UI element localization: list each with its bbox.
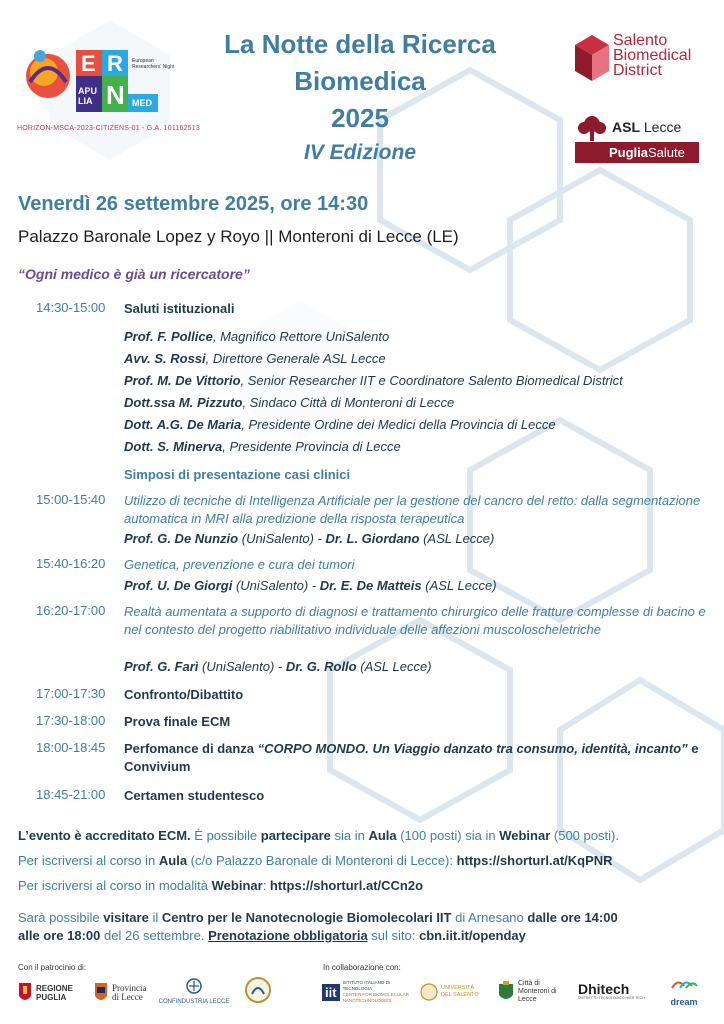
ern-emblem-icon — [22, 42, 182, 122]
seal-icon — [244, 976, 272, 1004]
speakers-2: Prof. G. De Nunzio (UniSalento) - Dr. L. Giordano (ASL Lecce) — [124, 531, 495, 546]
ern-letter-n: N — [106, 80, 125, 110]
sbd-line-2: Biomedical — [613, 47, 692, 64]
dream-logo: dream — [664, 976, 704, 1007]
ern-med: MED — [132, 98, 152, 108]
confindustria-lecce-logo: CONFINDUSTRIA LECCE — [158, 978, 230, 1008]
provincia-shield-icon — [94, 982, 108, 1004]
time-slot-1: 14:30-15:00 — [36, 300, 106, 315]
speakers-4: Prof. G. Farì (UniSalento) - Dr. G. Rollo (ASL Lecce) — [124, 659, 432, 674]
speaker-4: Dott.ssa M. Pizzuto, Sindaco Città di Monteroni di Lecce — [124, 395, 455, 410]
event-date: Venerdì 26 settembre 2025, ore 14:30 — [18, 193, 369, 215]
time-slot-4: 16:20-17:00 — [36, 603, 106, 618]
info-ecm: L’evento è accreditato ECM. È possibile partecipare sia in Aula (100 posti) sia in Webinar (500 posti). — [18, 828, 619, 843]
ern-apulia-med-logo — [22, 42, 182, 122]
topic-2: Utilizzo di tecniche di Intelligenza Artificiale per la gestione del cancro del retto: dalla segmentazione automatica in MRI alla predizione della risposta terapeutica — [124, 493, 701, 526]
collab-label: In collaborazione con: — [323, 963, 401, 972]
time-slot-3: 15:40-16:20 — [36, 556, 106, 571]
speaker-2: Avv. S. Rossi, Direttore Generale ASL Lecce — [124, 351, 386, 366]
dream-waves-icon — [670, 976, 698, 992]
title-line-2: Biomedica — [294, 66, 426, 96]
edition: IV Edizione — [303, 141, 416, 164]
provincia-lecce-logo: Provincia di Lecce — [94, 978, 154, 1008]
iit-logo: iit ISTITUTO ITALIANO DI TECNOLOGIA CENTER FOR BIOMOLECULAR NANOTECHNOLOGIES — [322, 980, 410, 1004]
time-slot-5: 17:00-17:30 — [36, 686, 106, 701]
info-visit: Sarà possibile visitare il Centro per le Nanotecnologie Biomolecolari IIT di Arnesano dalle ore 14:00 — [18, 910, 618, 925]
asl-name: ASL — [612, 119, 640, 135]
unisalento-seal-icon — [420, 983, 438, 1001]
certamen-studentesco: Certamen studentesco — [124, 788, 265, 803]
dhitech-logo: Dhitech DISTRETTO TECNOLOGICO HIGH TECH — [578, 981, 645, 1000]
aula-registration-link[interactable]: https://shorturl.at/KqPNR — [456, 853, 613, 868]
time-slot-8: 18:45-21:00 — [36, 787, 106, 802]
sbd-cube-icon — [575, 35, 609, 83]
title-line-1: La Notte della Ricerca — [224, 29, 496, 59]
puglia-salute-b: Salute — [648, 145, 685, 160]
speaker-5: Dott. A.G. De Maria, Presidente Ordine dei Medici della Provincia di Lecce — [124, 417, 556, 432]
sbd-line-1: Salento — [613, 32, 668, 49]
confronto-dibattito: Confronto/Dibattito — [124, 687, 244, 702]
puglia-salute-a: Puglia — [609, 145, 649, 160]
asl-city: Lecce — [643, 119, 682, 135]
saluti-istituzionali: Saluti istituzionali — [124, 301, 235, 316]
info-visit-2: alle ore 18:00 del 26 settembre. Prenotazione obbligatoria sul sito: cbn.iit.it/openday — [18, 928, 526, 943]
event-place: Palazzo Baronale Lopez y Royo || Monteroni di Lecce (LE) — [18, 227, 459, 246]
title-line-3: 2025 — [331, 103, 389, 133]
openday-link[interactable]: cbn.iit.it/openday — [418, 928, 526, 943]
asl-lecce-logo — [575, 115, 700, 165]
puglia-salute-bar — [575, 142, 699, 163]
grant-number: HORIZON-MSCA-2023-CITIZENS-01 - G.A. 101162513 — [17, 125, 200, 132]
salento-biomedical-district-logo — [575, 33, 710, 85]
speaker-3: Prof. M. De Vittorio, Senior Researcher IIT e Coordinatore Salento Biomedical District — [124, 373, 623, 388]
simposi-heading: Simposi di presentazione casi clinici — [124, 467, 351, 482]
ern-tagline: European Researchers' Night — [132, 58, 175, 70]
event-motto: “Ogni medico è già un ricercatore” — [18, 266, 250, 282]
ern-apulia: APU LIA — [78, 86, 98, 106]
ern-letter-r: R — [107, 51, 123, 76]
ern-letter-e: E — [81, 51, 96, 76]
speakers-3: Prof. U. De Giorgi (UniSalento) - Dr. E. De Matteis (ASL Lecce) — [124, 578, 497, 593]
unisalento-logo: UNIVERSITÀ DEL SALENTO — [420, 978, 486, 1006]
asl-tree-icon — [577, 115, 607, 141]
sbd-line-3: District — [613, 62, 662, 79]
time-slot-6: 17:30-18:00 — [36, 713, 106, 728]
speaker-6: Dott. S. Minerva, Presidente Provincia di Lecce — [124, 439, 401, 454]
round-seal-logo — [244, 976, 272, 1009]
info-aula: Per iscriversi al corso in Aula (c/o Palazzo Baronale di Monteroni di Lecce): https://shorturl.at/KqPNR — [18, 853, 613, 868]
time-slot-2: 15:00-15:40 — [36, 492, 106, 507]
regione-puglia-logo: REGIONE PUGLIA — [18, 978, 80, 1008]
webinar-registration-link[interactable]: https://shorturl.at/CCn2o — [269, 878, 424, 893]
event-title — [180, 26, 540, 165]
monteroni-shield-icon — [498, 981, 514, 1003]
regione-shield-icon — [18, 982, 32, 1004]
danza-performance: Perfomance di danza “CORPO MONDO. Un Viaggio danzato tra consumo, identità, incanto” e Convivium — [124, 741, 699, 774]
info-webinar: Per iscriversi al corso in modalità Webinar: https://shorturl.at/CCn2o — [18, 878, 424, 893]
confindustria-icon — [185, 978, 203, 994]
topic-3: Genetica, prevenzione e cura dei tumori — [124, 557, 355, 572]
monteroni-logo: Città di Monteroni di Lecce — [498, 977, 568, 1007]
speaker-1: Prof. F. Pollice, Magnifico Rettore UniSalento — [124, 329, 390, 344]
topic-4: Realtà aumentata a supporto di diagnosi e trattamento chirurgico delle fratture complesse di bacino e nel contesto del progetto riabilitativo individuale delle affezioni muscoloscheletriche — [124, 604, 706, 637]
time-slot-7: 18:00-18:45 — [36, 740, 106, 755]
patrocinio-label: Con il patrocinio di: — [18, 963, 87, 972]
prova-finale-ecm: Prova finale ECM — [124, 714, 231, 729]
